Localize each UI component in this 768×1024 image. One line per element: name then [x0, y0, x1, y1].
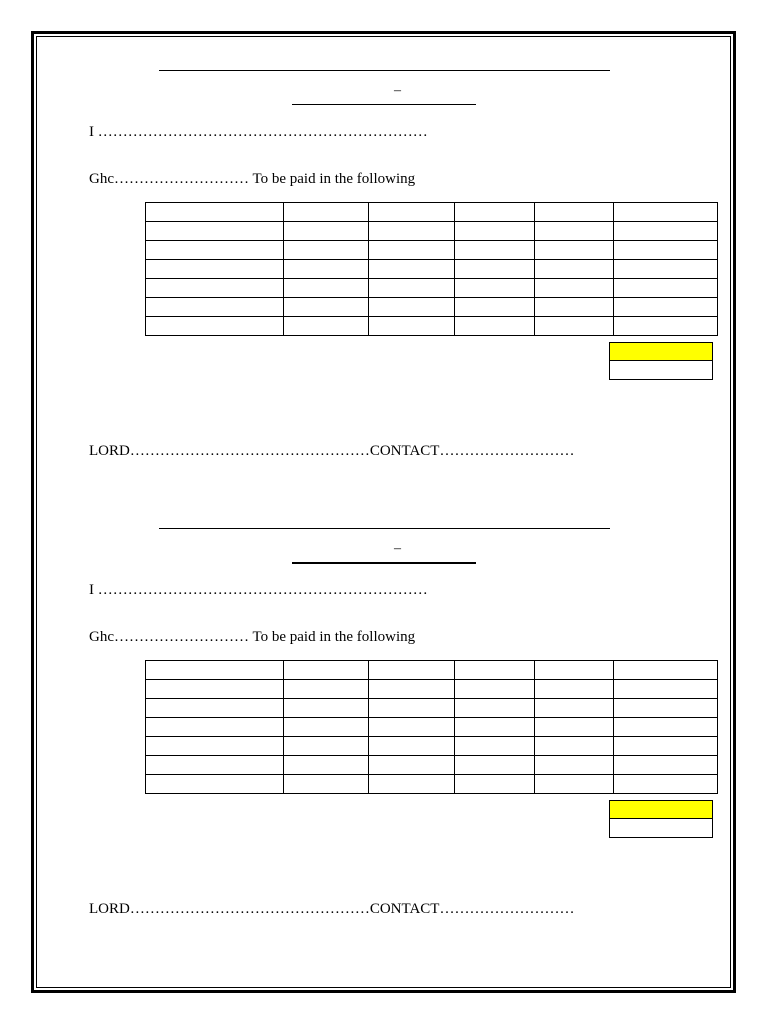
table-cell[interactable]	[369, 241, 455, 260]
table-cell[interactable]	[455, 718, 535, 737]
table-cell[interactable]	[284, 203, 369, 222]
table-cell[interactable]	[284, 317, 369, 336]
table-row	[146, 260, 718, 279]
table-cell[interactable]	[535, 279, 614, 298]
table-cell[interactable]	[614, 756, 718, 775]
signature-contact-line[interactable]: LORD…………………………………………CONTACT………………………	[89, 901, 575, 917]
table-cell[interactable]	[614, 222, 718, 241]
table-cell[interactable]	[146, 279, 284, 298]
form-block-1	[0, 32, 768, 472]
title-rule	[159, 528, 610, 529]
table-cell[interactable]	[369, 298, 455, 317]
table-cell[interactable]	[614, 298, 718, 317]
dash-mark: –	[394, 541, 401, 556]
table-cell[interactable]	[535, 241, 614, 260]
table-cell[interactable]	[146, 241, 284, 260]
table-row	[146, 298, 718, 317]
table-row	[146, 699, 718, 718]
table-cell[interactable]	[369, 222, 455, 241]
table-cell[interactable]	[535, 317, 614, 336]
table-cell[interactable]	[146, 317, 284, 336]
table-cell[interactable]	[614, 737, 718, 756]
table-cell[interactable]	[146, 699, 284, 718]
table-row	[146, 756, 718, 775]
table-cell[interactable]	[614, 203, 718, 222]
table-cell[interactable]	[535, 298, 614, 317]
table-cell[interactable]	[535, 222, 614, 241]
table-cell[interactable]	[284, 699, 369, 718]
table-cell[interactable]	[146, 718, 284, 737]
table-cell[interactable]	[146, 661, 284, 680]
table-cell[interactable]	[284, 756, 369, 775]
table-cell[interactable]	[455, 737, 535, 756]
table-cell[interactable]	[455, 222, 535, 241]
table-cell[interactable]	[455, 298, 535, 317]
table-cell[interactable]	[614, 775, 718, 794]
signature-contact-line[interactable]: LORD…………………………………………CONTACT………………………	[89, 443, 575, 459]
table-cell[interactable]	[614, 260, 718, 279]
table-cell[interactable]	[535, 203, 614, 222]
name-line[interactable]: I …………………………………………………………	[89, 124, 428, 140]
amount-line[interactable]: Ghc……………………… To be paid in the following	[89, 171, 416, 187]
totals-box	[609, 342, 713, 380]
table-cell[interactable]	[535, 718, 614, 737]
amount-line[interactable]: Ghc……………………… To be paid in the following	[89, 629, 416, 645]
table-cell[interactable]	[369, 737, 455, 756]
table-cell[interactable]	[284, 775, 369, 794]
table-cell[interactable]	[455, 279, 535, 298]
table-cell[interactable]	[284, 279, 369, 298]
table-cell[interactable]	[455, 260, 535, 279]
table-cell[interactable]	[284, 680, 369, 699]
table-cell[interactable]	[146, 680, 284, 699]
table-cell[interactable]	[369, 317, 455, 336]
table-cell[interactable]	[146, 298, 284, 317]
total-cell[interactable]	[609, 361, 713, 380]
table-row	[146, 203, 718, 222]
table-row	[146, 279, 718, 298]
table-cell[interactable]	[614, 279, 718, 298]
name-line[interactable]: I …………………………………………………………	[89, 582, 428, 598]
table-cell[interactable]	[535, 699, 614, 718]
total-cell-highlighted[interactable]	[609, 800, 713, 819]
table-row	[146, 661, 718, 680]
table-cell[interactable]	[455, 699, 535, 718]
table-cell[interactable]	[284, 661, 369, 680]
title-rule	[159, 70, 610, 71]
table-cell[interactable]	[284, 737, 369, 756]
table-row	[146, 680, 718, 699]
table-cell[interactable]	[369, 699, 455, 718]
table-cell[interactable]	[369, 756, 455, 775]
totals-box	[609, 800, 713, 838]
subtitle-rule	[292, 562, 476, 564]
table-cell[interactable]	[146, 775, 284, 794]
payment-schedule-table	[145, 202, 718, 336]
table-cell[interactable]	[614, 699, 718, 718]
total-cell-highlighted[interactable]	[609, 342, 713, 361]
table-cell[interactable]	[614, 241, 718, 260]
table-cell[interactable]	[535, 260, 614, 279]
table-row	[146, 718, 718, 737]
table-cell[interactable]	[455, 241, 535, 260]
table-cell[interactable]	[455, 203, 535, 222]
table-cell[interactable]	[146, 222, 284, 241]
table-row	[146, 737, 718, 756]
table-cell[interactable]	[535, 680, 614, 699]
subtitle-rule	[292, 104, 476, 105]
table-cell[interactable]	[455, 661, 535, 680]
table-cell[interactable]	[284, 222, 369, 241]
table-cell[interactable]	[455, 775, 535, 794]
table-cell[interactable]	[455, 317, 535, 336]
table-row	[146, 222, 718, 241]
table-cell[interactable]	[284, 298, 369, 317]
table-row	[146, 241, 718, 260]
table-cell[interactable]	[146, 203, 284, 222]
table-cell[interactable]	[535, 737, 614, 756]
table-cell[interactable]	[455, 680, 535, 699]
form-block-2	[0, 490, 768, 930]
table-cell[interactable]	[614, 680, 718, 699]
table-cell[interactable]	[284, 241, 369, 260]
table-cell[interactable]	[369, 718, 455, 737]
table-row	[146, 775, 718, 794]
table-cell[interactable]	[369, 260, 455, 279]
table-cell[interactable]	[284, 260, 369, 279]
table-cell[interactable]	[284, 718, 369, 737]
table-cell[interactable]	[369, 775, 455, 794]
total-cell[interactable]	[609, 819, 713, 838]
table-cell[interactable]	[146, 260, 284, 279]
table-cell[interactable]	[146, 756, 284, 775]
table-cell[interactable]	[535, 775, 614, 794]
table-cell[interactable]	[369, 680, 455, 699]
table-cell[interactable]	[455, 756, 535, 775]
table-cell[interactable]	[146, 737, 284, 756]
table-cell[interactable]	[614, 317, 718, 336]
table-cell[interactable]	[535, 756, 614, 775]
table-cell[interactable]	[614, 718, 718, 737]
table-row	[146, 317, 718, 336]
payment-schedule-table	[145, 660, 718, 794]
table-cell[interactable]	[535, 661, 614, 680]
dash-mark: –	[394, 83, 401, 98]
table-cell[interactable]	[369, 203, 455, 222]
table-cell[interactable]	[369, 279, 455, 298]
table-cell[interactable]	[614, 661, 718, 680]
table-cell[interactable]	[369, 661, 455, 680]
